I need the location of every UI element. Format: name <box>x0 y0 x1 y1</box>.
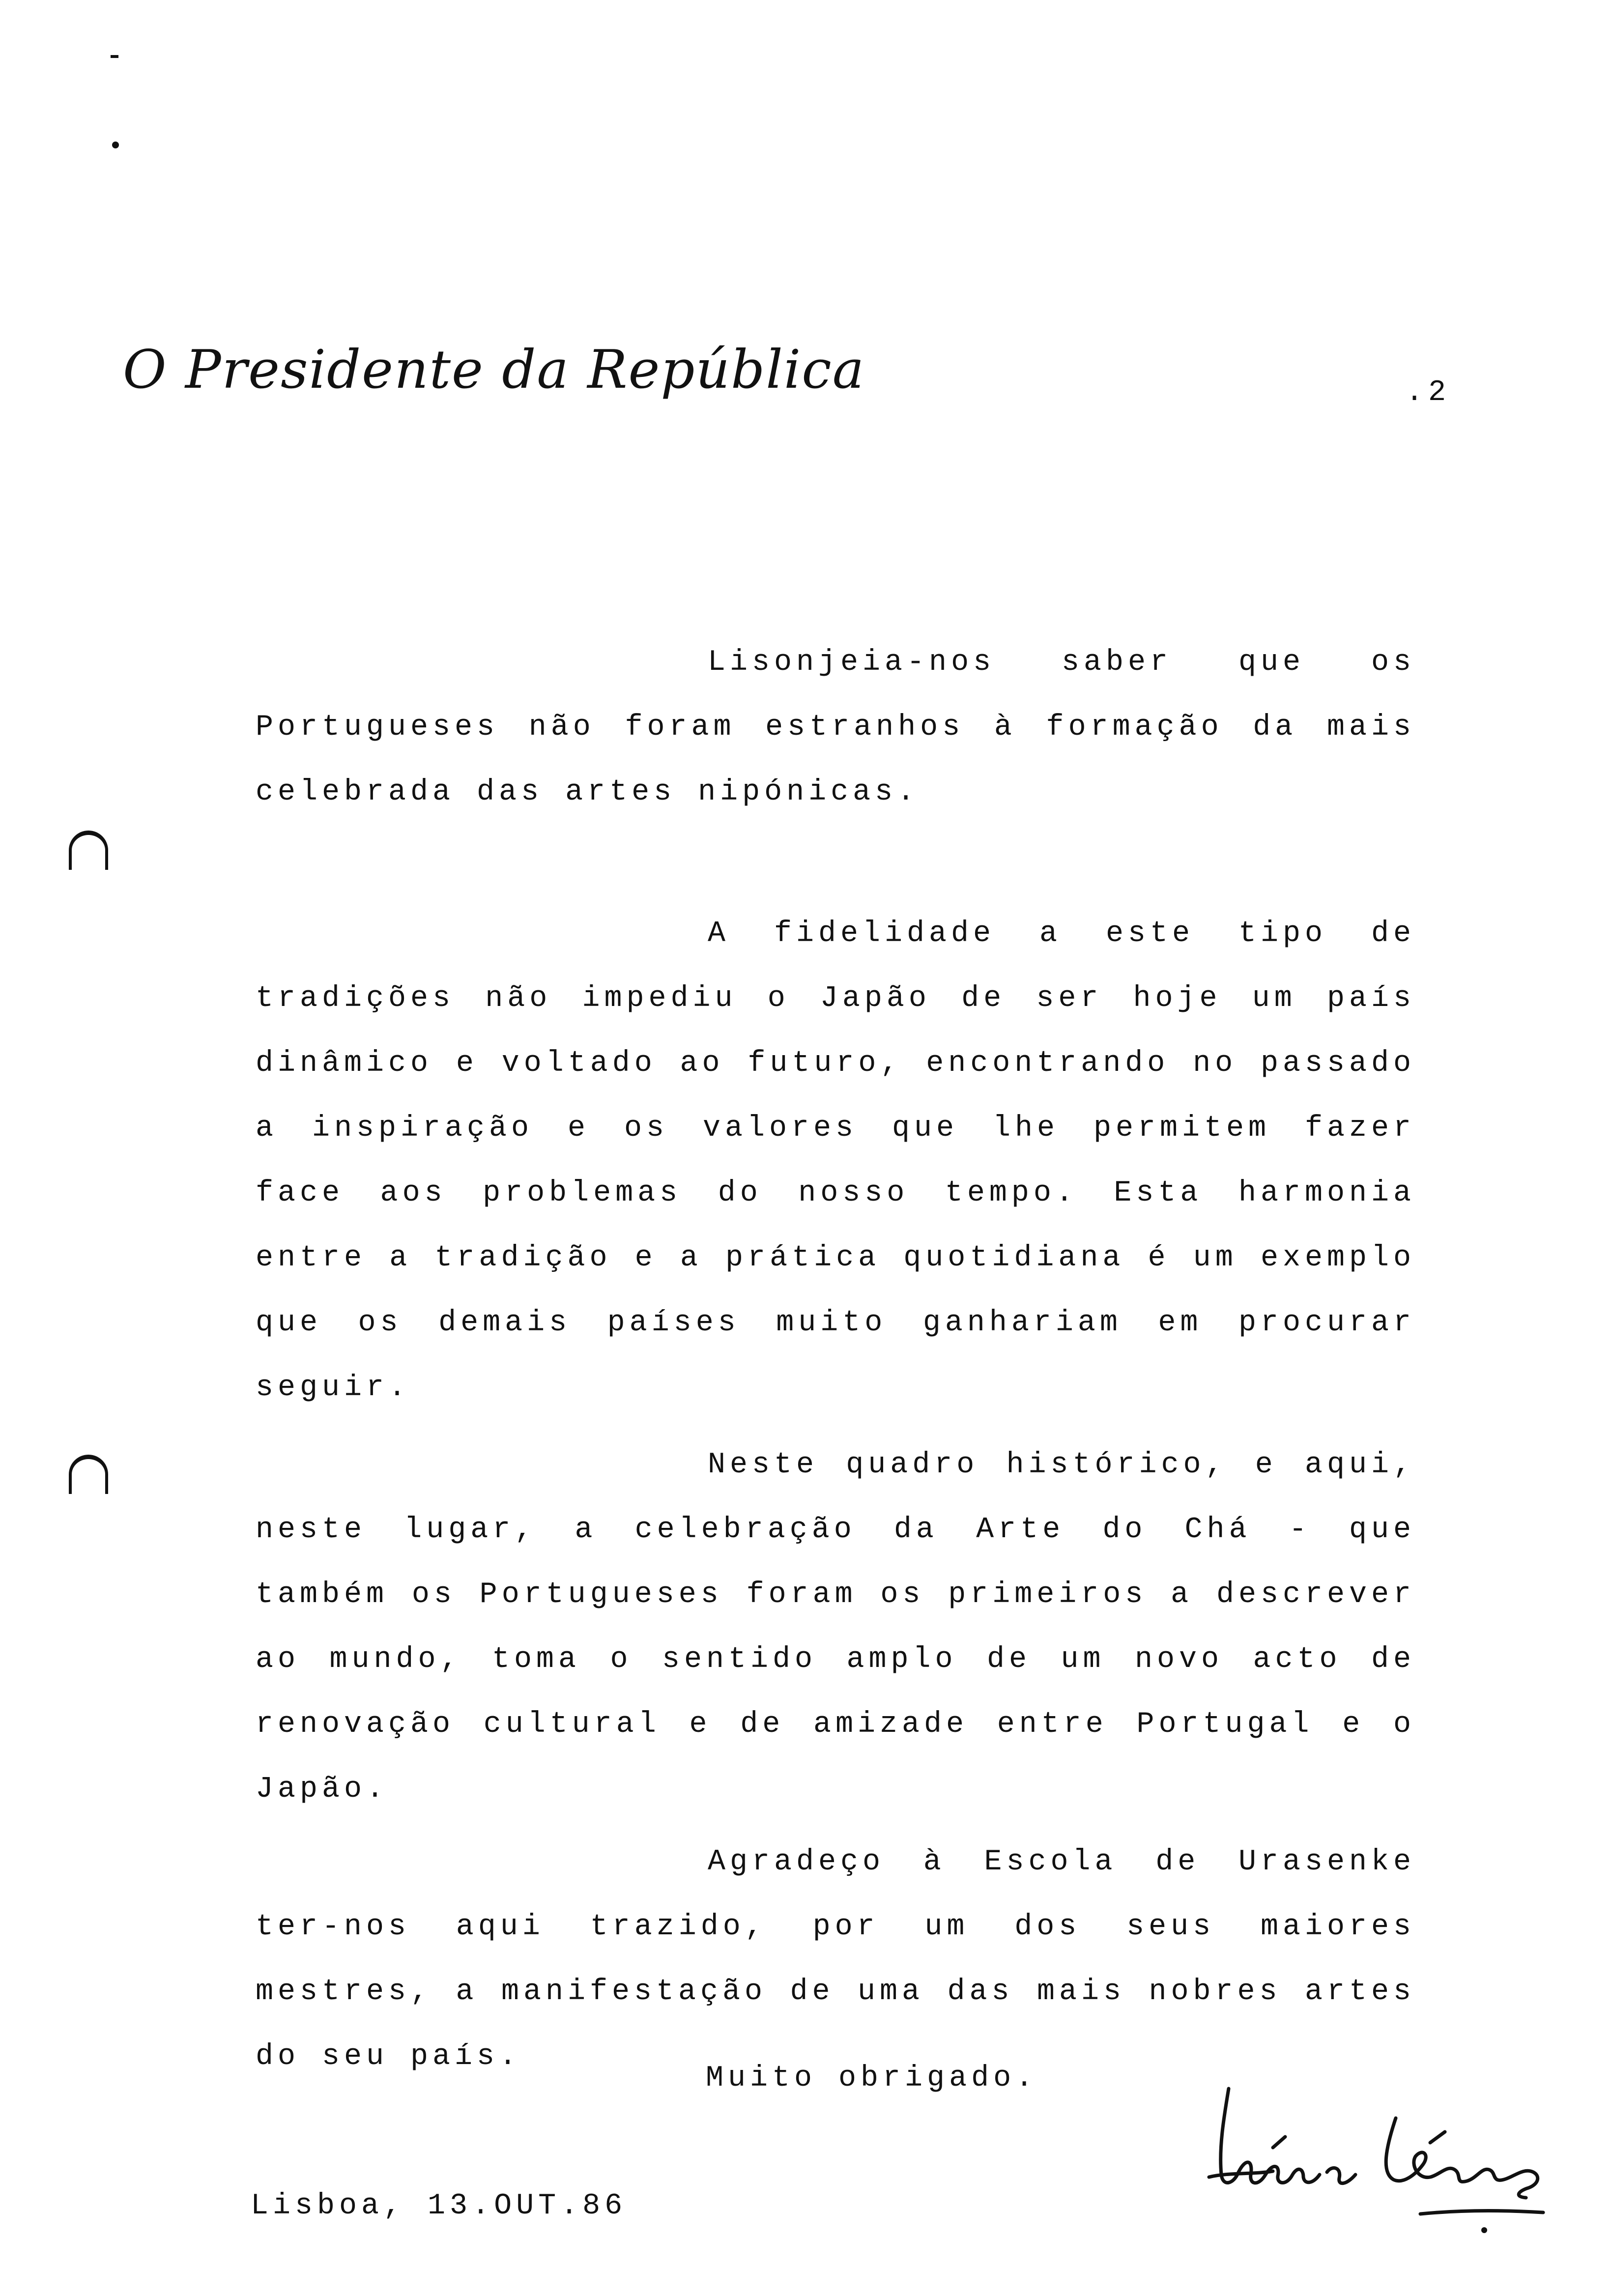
signature <box>1199 2074 1553 2236</box>
scan-mark <box>111 55 118 58</box>
punch-hole-mark <box>69 831 108 870</box>
paragraph-4: Agradeço à Escola de Urasenke ter-nos aqui trazido, por um dos seus maiores mestres, a manifestação de uma das mais nobres artes do seu país. <box>256 1845 1415 2073</box>
punch-hole-mark <box>69 1455 108 1494</box>
paragraph-2: A fidelidade a este tipo de tradições não impediu o Japão de ser hoje um país dinâmico e voltado ao futuro, encontrando no passado a inspiração e os valores que lhe permitem fazer face aos problemas do nosso tempo. Esta harmonia entre a tradição e a prática quotidiana é um exemplo que os demais países muito ganhariam em procurar seguir. <box>256 917 1415 1405</box>
closing-line: Muito obrigado. <box>706 2062 1038 2095</box>
letterhead: O Presidente da República <box>123 339 865 401</box>
scan-dot <box>112 142 119 148</box>
paragraph-3: Neste quadro histórico, e aqui, neste lugar, a celebração da Arte do Chá - que também os Portugueses foram os primeiros a descrever ao mundo, toma o sentido amplo de um novo acto de renovação cultural e de amizade entre Portugal e o Japão. <box>256 1448 1415 1806</box>
page-number: .2 <box>1406 376 1451 409</box>
paragraph-1: Lisonjeia-nos saber que os Portugueses não foram estranhos à formação da mais celebrada das artes nipónicas. <box>256 646 1415 809</box>
place-date: Lisboa, 13.OUT.86 <box>251 2189 627 2223</box>
